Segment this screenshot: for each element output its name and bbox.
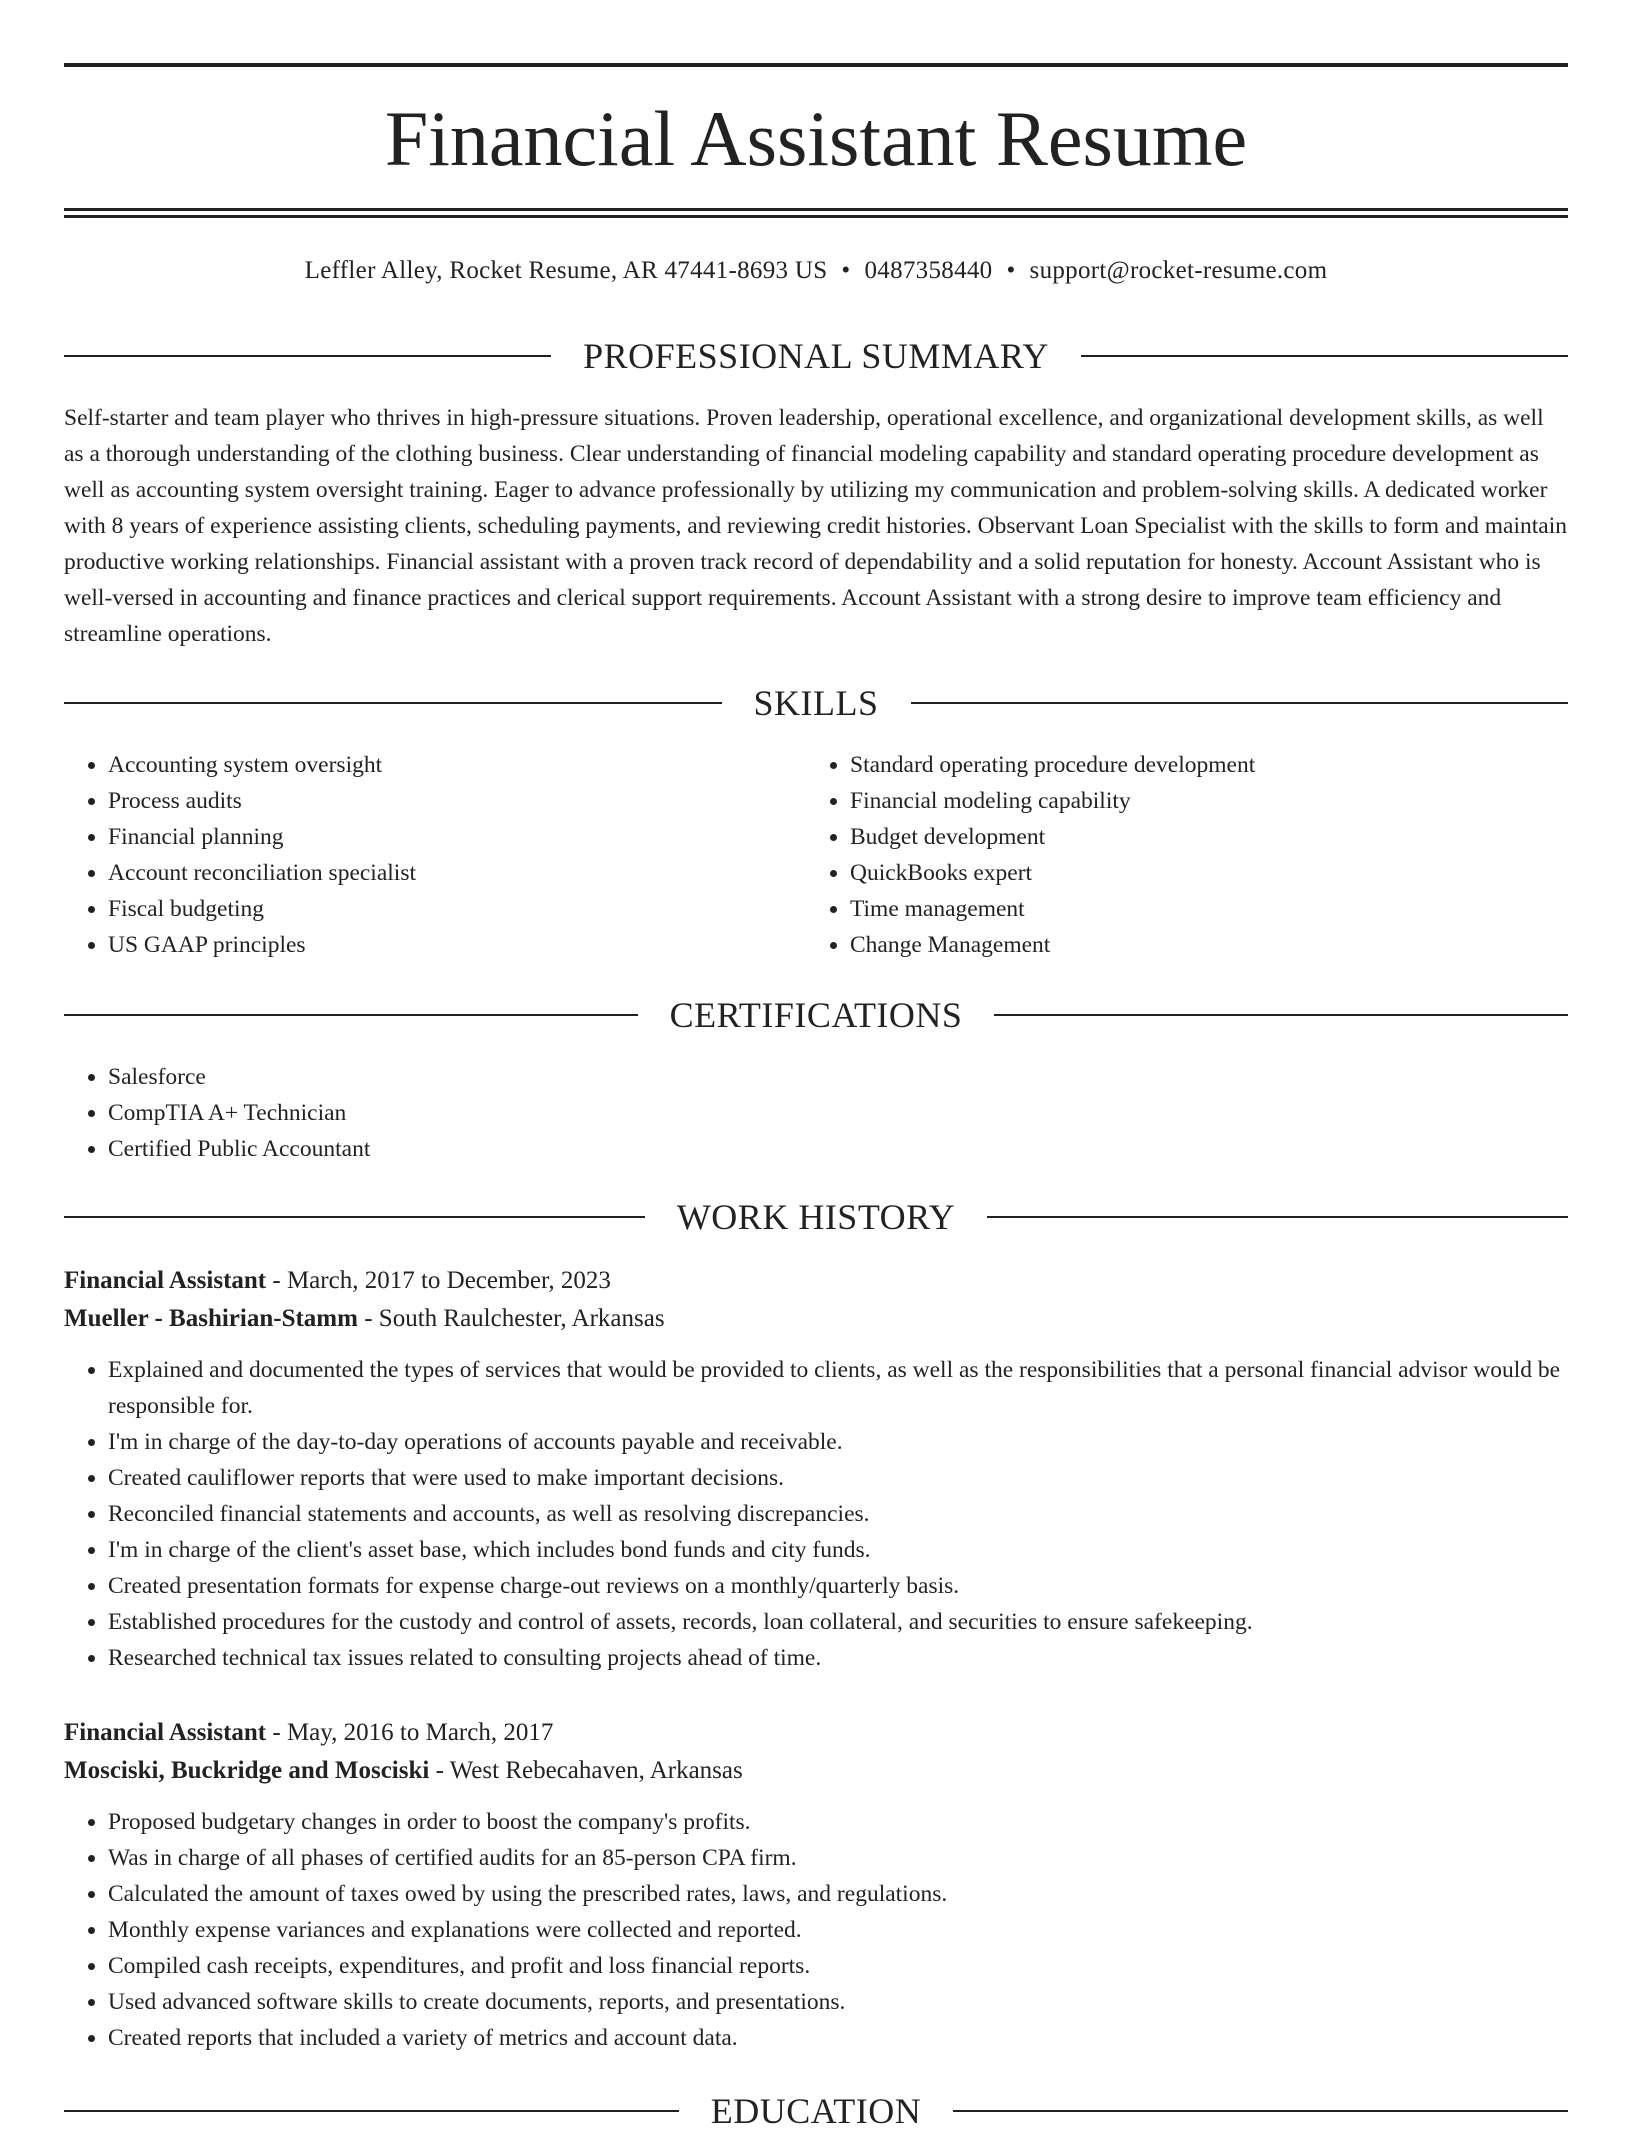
skills-column-left [64,747,804,963]
job-title-line [64,1262,1568,1300]
contact-separator: • [841,257,851,284]
skill-item: • Accounting system oversight [108,747,804,783]
skill-item: • Financial planning [108,819,804,855]
job-duties-list [64,1804,1568,2056]
contact-address: Leffler Alley, Rocket Resume, AR 47441-8693 US [304,257,828,284]
job-duty: • Proposed budgetary changes in order to boost the company's profits. [108,1804,1568,1840]
job-company-line [64,1752,1568,1790]
contact-email: support@rocket-resume.com [1029,257,1328,284]
job-duty: • Created reports that included a variety of metrics and account data. [108,2020,1568,2056]
skill-item: • Standard operating procedure development [850,747,1568,783]
page-title: Financial Assistant Resume [384,95,1248,182]
section-title-summary: PROFESSIONAL SUMMARY [583,336,1049,376]
contact-separator: • [1006,257,1016,284]
job-entry [64,1714,1568,2056]
job-duties-list [64,1352,1568,1676]
job-duty: • Compiled cash receipts, expenditures, and profit and loss financial reports. [108,1948,1568,1984]
skill-item: • Change Management [850,927,1568,963]
job-duty: • Monthly expense variances and explanations were collected and reported. [108,1912,1568,1948]
divider [64,1014,638,1016]
job-duty: • Established procedures for the custody and control of assets, records, loan collateral, and securities to ensure safekeeping. [108,1604,1568,1640]
divider [987,1216,1568,1218]
job-dates: - March, 2017 to December, 2023 [272,1267,611,1294]
job-dates: - May, 2016 to March, 2017 [272,1719,554,1746]
section-header-summary [64,333,1568,379]
job-entry [64,1262,1568,1676]
job-duty: • I'm in charge of the client's asset base, which includes bond funds and city funds. [108,1532,1568,1568]
skill-item: • Account reconciliation specialist [108,855,804,891]
summary-paragraph: Self-starter and team player who thrives in high-pressure situations. Proven leadership, operational excellence, and organizational development skills, as well as a thorough understanding of the clothing business. Clear understanding of financial modeling capability and standard operating procedure development as well as accounting system oversight training. Eager to advance professionally by utilizing my communication and problem-solving skills. A dedicated worker with 8 years of experience assisting clients, scheduling payments, and reviewing credit histories. Observant Loan Specialist with the skills to form and maintain productive working relationships. Financial assistant with a proven track record of dependability and a solid reputation for honesty. Account Assistant who is well-versed in accounting and finance practices and clerical support requirements. Account Assistant with a strong desire to improve team efficiency and streamline operations. [64,405,1567,647]
title-double-rule [64,208,1568,218]
job-duty: • Reconciled financial statements and accounts, as well as resolving discrepancies. [108,1496,1568,1532]
job-duty: • Created cauliflower reports that were used to make important decisions. [108,1460,1568,1496]
divider [64,702,722,704]
skills-column-right [806,747,1568,963]
section-title-skills: SKILLS [753,683,879,723]
certifications-block [64,1059,1568,1167]
skill-item: • Financial modeling capability [850,783,1568,819]
job-duty: • Created presentation formats for expense charge-out reviews on a monthly/quarterly basis. [108,1568,1568,1604]
job-title: Financial Assistant [64,1719,267,1746]
job-duty: • Used advanced software skills to create documents, reports, and presentations. [108,1984,1568,2020]
contact-phone: 0487358440 [864,257,993,284]
job-company: Mosciski, Buckridge and Mosciski [64,1757,430,1784]
job-company: Mueller - Bashirian-Stamm [64,1305,358,1332]
job-duty: • I'm in charge of the day-to-day operations of accounts payable and receivable. [108,1424,1568,1460]
skills-list-right [806,747,1568,963]
job-duty: • Explained and documented the types of services that would be provided to clients, as well as the responsibilities that a personal financial advisor would be responsible for. [108,1352,1568,1424]
job-duty: • Researched technical tax issues related to consulting projects ahead of time. [108,1640,1568,1676]
divider [911,702,1569,704]
section-header-education [64,2088,1568,2134]
job-title: Financial Assistant [64,1267,267,1294]
divider [994,1014,1568,1016]
job-location: - West Rebecahaven, Arkansas [435,1757,743,1784]
certification-item: • CompTIA A+ Technician [108,1095,1568,1131]
section-title-education: EDUCATION [710,2091,922,2131]
certifications-list [64,1059,1568,1167]
section-title-work: WORK HISTORY [676,1197,956,1237]
section-header-certifications [64,992,1568,1038]
skill-item: • Fiscal budgeting [108,891,804,927]
contact-line [64,254,1568,288]
skill-item: • Budget development [850,819,1568,855]
skill-item: • US GAAP principles [108,927,804,963]
skills-list-left [64,747,804,963]
job-duty: • Was in charge of all phases of certified audits for an 85-person CPA firm. [108,1840,1568,1876]
job-duty: • Calculated the amount of taxes owed by using the prescribed rates, laws, and regulations. [108,1876,1568,1912]
skill-item: • QuickBooks expert [850,855,1568,891]
divider [64,1216,645,1218]
certification-item: • Certified Public Accountant [108,1131,1568,1167]
divider [64,355,551,357]
job-company-line [64,1300,1568,1338]
divider [1081,355,1568,357]
top-rule [64,63,1568,67]
job-location: - South Raulchester, Arkansas [364,1305,665,1332]
section-header-work [64,1194,1568,1240]
job-title-line [64,1714,1568,1752]
skill-item: • Time management [850,891,1568,927]
section-title-certifications: CERTIFICATIONS [669,995,963,1035]
skill-item: • Process audits [108,783,804,819]
section-header-skills [64,680,1568,726]
certification-item: • Salesforce [108,1059,1568,1095]
